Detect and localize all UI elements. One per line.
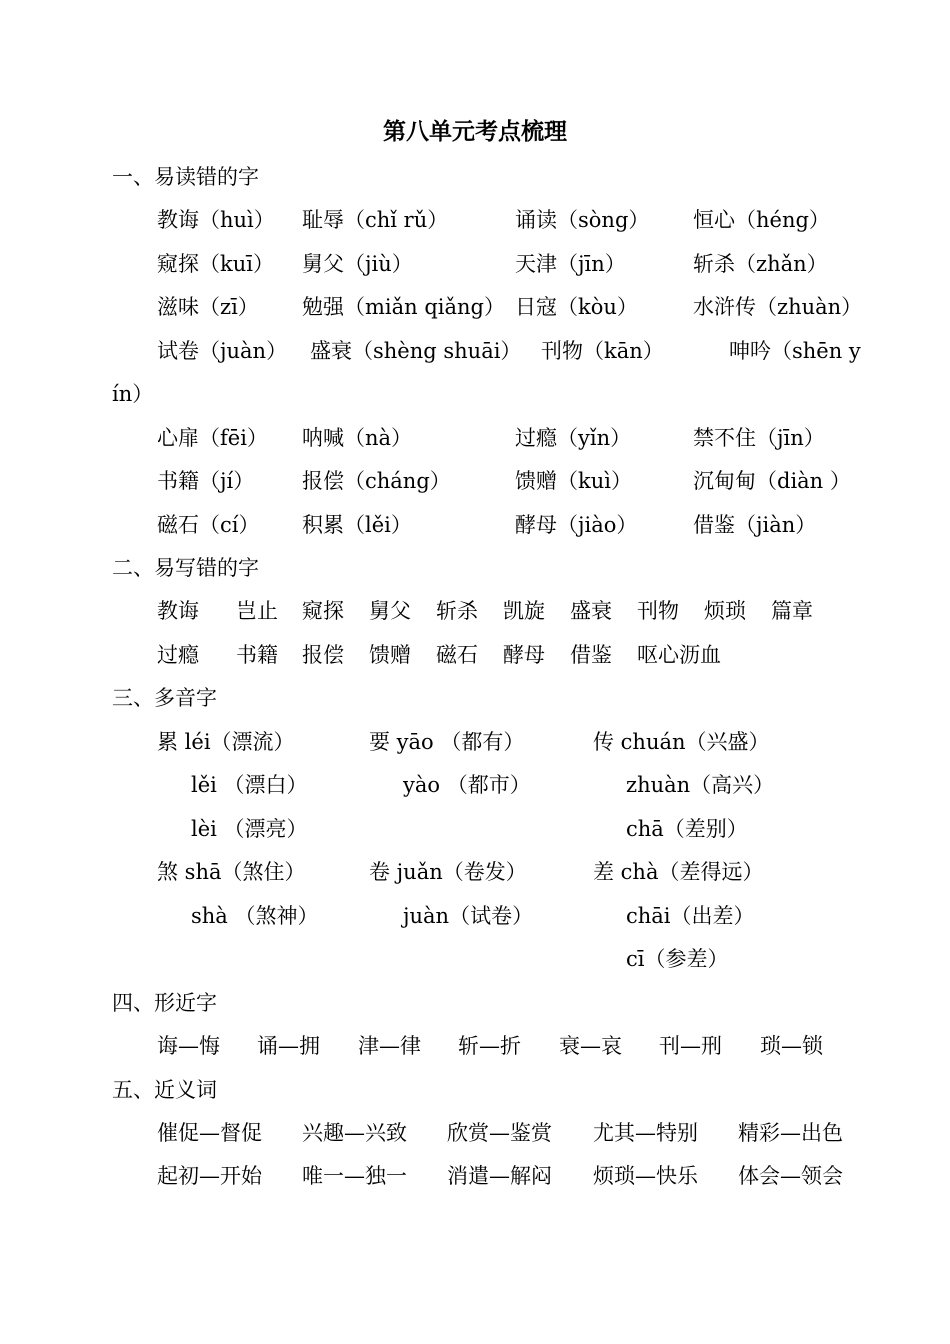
word-pinyin: 耻辱（chǐ rǔ） xyxy=(302,208,449,232)
polyphonic-entry: lèi （漂亮） xyxy=(191,817,308,841)
synonym-pair: 唯一—独一 xyxy=(302,1164,407,1188)
word-pinyin: 心扉（fēi） xyxy=(157,426,268,450)
word-pinyin: 过瘾（yǐn） xyxy=(515,426,632,450)
word: 借鉴 xyxy=(570,643,612,667)
word-pinyin: 滋味（zī） xyxy=(157,295,259,319)
char-pair: 诲—悔 xyxy=(157,1034,220,1058)
word: 斩杀 xyxy=(436,599,478,623)
polyphonic-entry: lěi （漂白） xyxy=(191,773,308,797)
word-pinyin: 书籍（jí） xyxy=(157,469,255,493)
polyphonic-entry: cī（参差） xyxy=(626,947,729,971)
word-pinyin: 酵母（jiào） xyxy=(515,513,638,537)
polyphonic-entry: 煞 shā（煞住） xyxy=(157,860,306,884)
word: 酵母 xyxy=(503,643,545,667)
synonym-pair: 烦琐—快乐 xyxy=(593,1164,698,1188)
section-heading-synonyms: 五、近义词 xyxy=(112,1078,217,1102)
synonym-pair: 催促—督促 xyxy=(157,1121,262,1145)
synonym-pair: 尤其—特别 xyxy=(593,1121,698,1145)
char-pair: 刊—刑 xyxy=(659,1034,722,1058)
polyphonic-entry: 差 chà（差得远） xyxy=(593,860,764,884)
word-pinyin: 借鉴（jiàn） xyxy=(693,513,817,537)
word-pinyin: 盛衰（shèng shuāi） xyxy=(310,339,522,363)
word-pinyin: 馈赠（kuì） xyxy=(515,469,632,493)
word-pinyin-continued: ín） xyxy=(112,382,154,406)
word: 教诲 xyxy=(157,599,199,623)
char-pair: 琐—锁 xyxy=(760,1034,823,1058)
word-pinyin: 水浒传（zhuàn） xyxy=(693,295,863,319)
word: 刊物 xyxy=(637,599,679,623)
polyphonic-entry: shà （煞神） xyxy=(191,904,319,928)
word-pinyin: 天津（jīn） xyxy=(515,252,626,276)
polyphonic-entry: 要 yāo （都有） xyxy=(369,730,525,754)
word: 窥探 xyxy=(302,599,344,623)
word-pinyin: 刊物（kān） xyxy=(541,339,664,363)
word: 书籍 xyxy=(236,643,278,667)
polyphonic-entry: yào （都市） xyxy=(403,773,531,797)
char-pair: 斩—折 xyxy=(458,1034,521,1058)
section-heading-similar-characters: 四、形近字 xyxy=(112,991,217,1015)
char-pair: 诵—拥 xyxy=(257,1034,320,1058)
synonym-pair: 起初—开始 xyxy=(157,1164,262,1188)
polyphonic-entry: 累 léi（漂流） xyxy=(157,730,295,754)
polyphonic-entry: chāi（出差） xyxy=(626,904,755,928)
section-heading-polyphonic: 三、多音字 xyxy=(112,686,217,710)
page-title: 第八单元考点梳理 xyxy=(383,118,567,145)
word: 盛衰 xyxy=(570,599,612,623)
word: 篇章 xyxy=(771,599,813,623)
word-pinyin: 禁不住（jīn） xyxy=(693,426,825,450)
word-pinyin: 磁石（cí） xyxy=(157,513,260,537)
word-pinyin: 窥探（kuī） xyxy=(157,252,274,276)
word: 凯旋 xyxy=(503,599,545,623)
word-pinyin: 舅父（jiù） xyxy=(302,252,413,276)
polyphonic-entry: 传 chuán（兴盛） xyxy=(593,730,770,754)
word-pinyin: 试卷（juàn） xyxy=(157,339,288,363)
synonym-pair: 兴趣—兴致 xyxy=(302,1121,407,1145)
char-pair: 衰—哀 xyxy=(559,1034,622,1058)
word-pinyin: 呐喊（nà） xyxy=(302,426,413,450)
section-heading-easy-to-miswrite: 二、易写错的字 xyxy=(112,556,259,580)
synonym-pair: 精彩—出色 xyxy=(738,1121,843,1145)
word-pinyin: 斩杀（zhǎn） xyxy=(693,252,828,276)
word-pinyin: 呻吟（shēn y xyxy=(729,339,861,363)
synonym-pair: 消遣—解闷 xyxy=(447,1164,552,1188)
word: 烦琐 xyxy=(704,599,746,623)
word-pinyin: 日寇（kòu） xyxy=(515,295,638,319)
word-pinyin: 勉强（miǎn qiǎng） xyxy=(302,295,505,319)
polyphonic-entry: juàn（试卷） xyxy=(403,904,534,928)
char-pair: 津—律 xyxy=(358,1034,421,1058)
word: 岂止 xyxy=(236,599,278,623)
word: 磁石 xyxy=(436,643,478,667)
word: 馈赠 xyxy=(369,643,411,667)
polyphonic-entry: 卷 juǎn（卷发） xyxy=(369,860,527,884)
synonym-pair: 欣赏—鉴赏 xyxy=(447,1121,552,1145)
word: 舅父 xyxy=(369,599,411,623)
word-pinyin: 报偿（cháng） xyxy=(302,469,451,493)
word: 报偿 xyxy=(302,643,344,667)
word: 过瘾 xyxy=(157,643,199,667)
word: 呕心沥血 xyxy=(637,643,721,667)
word-pinyin: 教诲（huì） xyxy=(157,208,275,232)
section-heading-easy-to-misread: 一、易读错的字 xyxy=(112,165,259,189)
word-pinyin: 沉甸甸（diàn ） xyxy=(693,469,851,493)
synonym-pair: 体会—领会 xyxy=(738,1164,843,1188)
polyphonic-entry: chā（差别） xyxy=(626,817,748,841)
polyphonic-entry: zhuàn（高兴） xyxy=(626,773,775,797)
word-pinyin: 积累（lěi） xyxy=(302,513,412,537)
word-pinyin: 诵读（sòng） xyxy=(515,208,650,232)
word-pinyin: 恒心（héng） xyxy=(693,208,830,232)
